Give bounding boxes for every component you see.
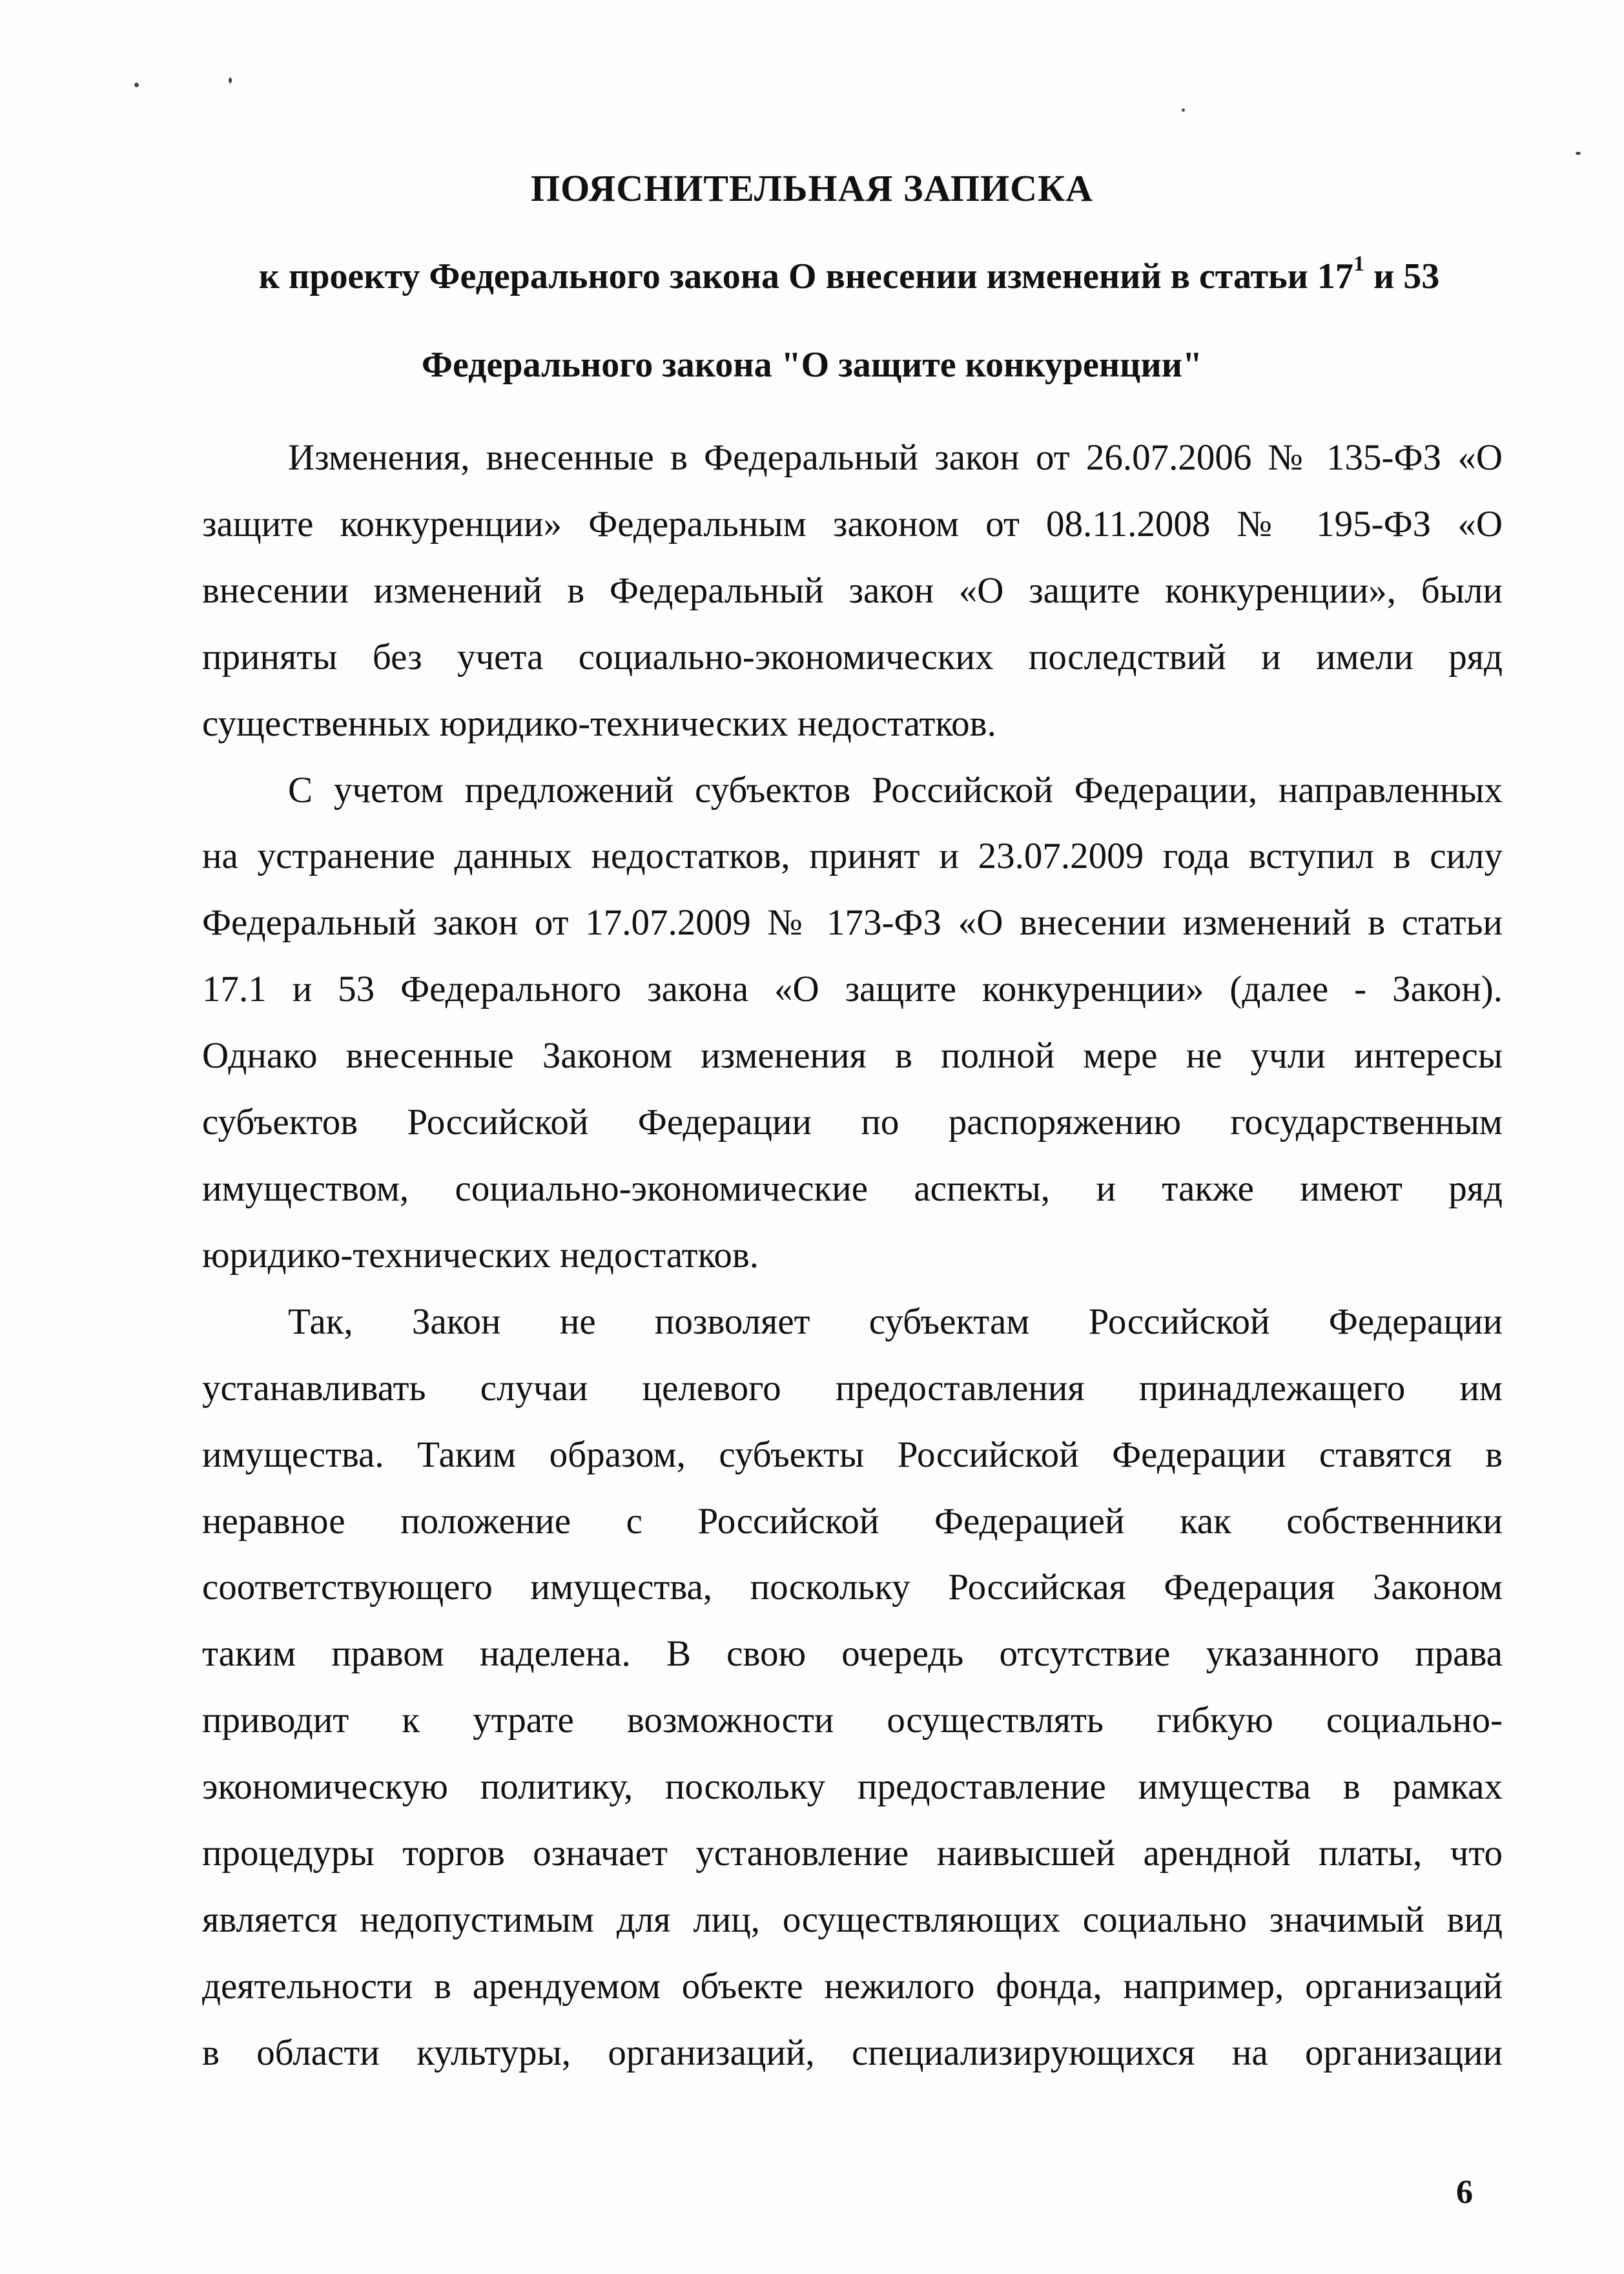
text-line: Федеральный закон от 17.07.2009 № 173-ФЗ «О внесении изменений в статьи [202, 902, 1503, 944]
scan-speck [229, 78, 232, 83]
text-line: соответствующего имущества, поскольку Российская Федерация Законом [202, 1567, 1503, 1608]
scan-speck [1576, 152, 1581, 155]
page-number: 6 [1456, 2174, 1473, 2211]
text-line: защите конкуренции» Федеральным законом от 08.11.2008 № 195-ФЗ «О [202, 503, 1503, 544]
text-line: Изменения, внесенные в Федеральный закон от 26.07.2006 № 135-ФЗ «О [288, 437, 1503, 478]
subtitle-superscript: 1 [1353, 252, 1364, 276]
scan-speck [134, 83, 139, 87]
document-title: ПОЯСНИТЕЛЬНАЯ ЗАПИСКА [530, 167, 1093, 209]
text-line: субъектов Российской Федерации по распоряжению государственным [202, 1102, 1503, 1143]
scan-speck [1182, 109, 1185, 112]
text-line: в области культуры, организаций, специализирующихся на организации [202, 2032, 1503, 2073]
text-line: имущества. Таким образом, субъекты Российской Федерации ставятся в [202, 1434, 1503, 1475]
text-line: таким правом наделена. В свою очередь отсутствие указанного права [202, 1633, 1503, 1675]
text-line: внесении изменений в Федеральный закон «О защите конкуренции», были [202, 570, 1503, 611]
text-line: Так, Закон не позволяет субъектам Российской Федерации [288, 1301, 1503, 1342]
text-line: является недопустимым для лиц, осуществляющих социально значимый вид [202, 1899, 1503, 1940]
text-line: неравное положение с Российской Федерацией как собственники [202, 1500, 1503, 1542]
text-line: на устранение данных недостатков, принят и 23.07.2009 года вступил в силу [202, 836, 1503, 877]
text-line: экономическую политику, поскольку предоставление имущества в рамках [202, 1766, 1503, 1808]
document-subtitle-line-1 [207, 252, 1492, 297]
subtitle-text-end: и 53 [1364, 256, 1440, 296]
text-line: приводит к утрате возможности осуществлять гибкую социально- [202, 1700, 1503, 1741]
text-line: С учетом предложений субъектов Российской Федерации, направленных [288, 769, 1503, 811]
text-line: имуществом, социально-экономические аспекты, и также имеют ряд [202, 1168, 1503, 1209]
text-line: Однако внесенные Законом изменения в полной мере не учли интересы [202, 1035, 1503, 1077]
text-line: деятельности в арендуемом объекте нежилого фонда, например, организаций [202, 1965, 1503, 2007]
text-line: приняты без учета социально-экономических последствий и имели ряд [202, 636, 1503, 677]
subtitle-text: к проекту Федерального закона О внесении изменений в статьи 17 [258, 256, 1353, 296]
text-line: юридико-технических недостатков. [202, 1234, 759, 1276]
text-line: устанавливать случаи целевого предоставления принадлежащего им [202, 1367, 1503, 1409]
text-line: процедуры торгов означает установление наивысшей арендной платы, что [202, 1833, 1503, 1874]
text-line: существенных юридико-технических недостатков. [202, 703, 996, 744]
text-line: 17.1 и 53 Федерального закона «О защите конкуренции» (далее - Закон). [202, 969, 1503, 1010]
document-body [202, 425, 1503, 2087]
document-subtitle-line-2: Федерального закона "О защите конкуренции" [421, 345, 1203, 385]
